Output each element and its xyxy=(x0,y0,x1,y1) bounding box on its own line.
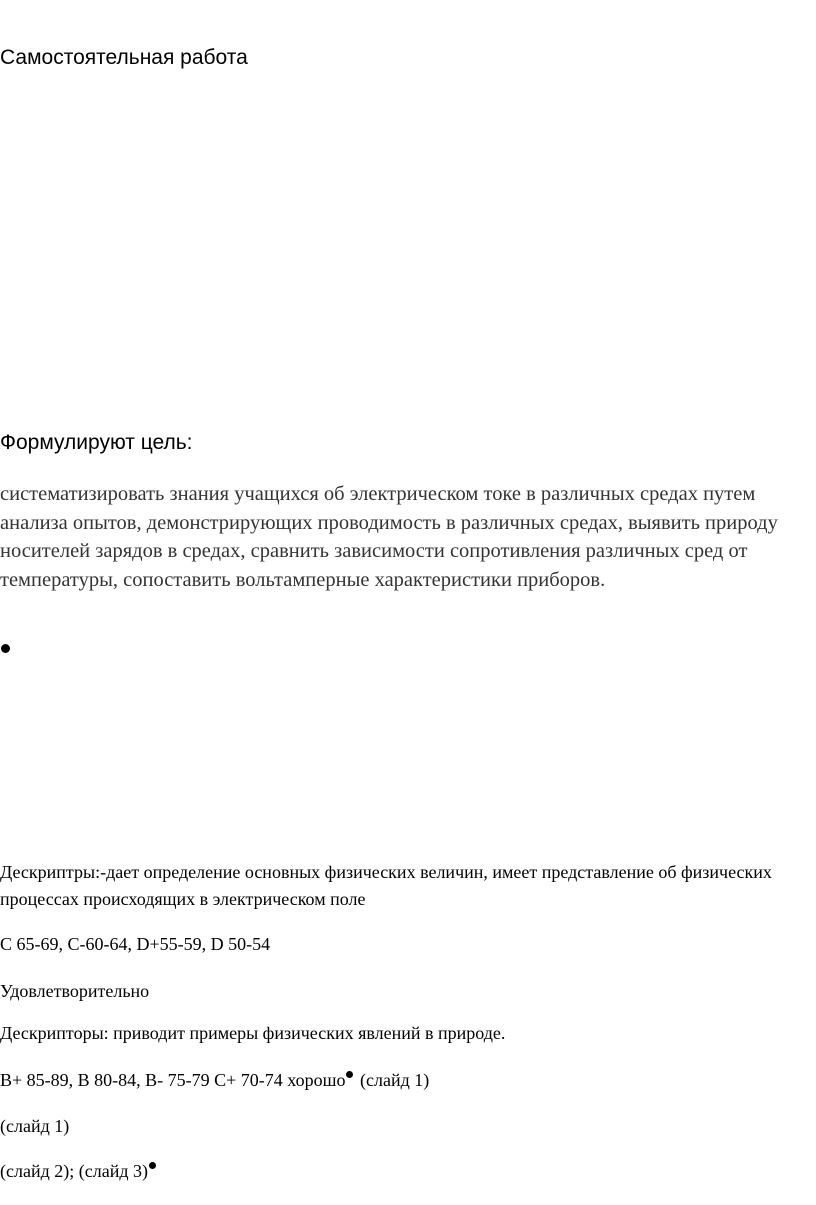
section-heading-independent-work: Самостоятельная работа xyxy=(0,46,248,69)
slide-line-2-text: (слайд 2); (слайд 3) xyxy=(0,1161,148,1181)
goal-paragraph: систематизировать знания учащихся об электрическом токе в различных средах путем анализа опытов, демонстрирующих проводимость в различных средах, выявить природу носителей зарядов в средах, сравнить зависимости сопротивления различных сред от температуры, сопоставить вольтамперные характеристики приборов. xyxy=(0,483,778,591)
bullet-icon xyxy=(1,644,10,653)
descriptors-paragraph-2: Дескрипторы: приводит примеры физических явлений в природе. xyxy=(0,1023,506,1043)
grade-label-satisfactory: Удовлетворительно xyxy=(0,981,150,1001)
section-heading-goal: Формулируют цель: xyxy=(0,431,193,454)
grades-2-text: B+ 85-89, B 80-84, B- 75-79 C+ 70-74 хорошо xyxy=(0,1070,346,1090)
grades-2-slide-ref: (слайд 1) xyxy=(355,1070,430,1090)
grades-paragraph-1: C 65-69, C-60-64, D+55-59, D 50-54 xyxy=(0,934,271,954)
slide-reference-line-2 xyxy=(0,1158,158,1185)
grades-paragraph-2 xyxy=(0,1067,429,1094)
bullet-icon xyxy=(149,1162,156,1169)
bullet-icon xyxy=(346,1071,353,1078)
descriptors-paragraph-1: Дескриптры:-дает определение основных физических величин, имеет представление об физических процессах происходящих в электрическом поле xyxy=(0,862,772,909)
slide-reference-line-1: (слайд 1) xyxy=(0,1116,70,1136)
